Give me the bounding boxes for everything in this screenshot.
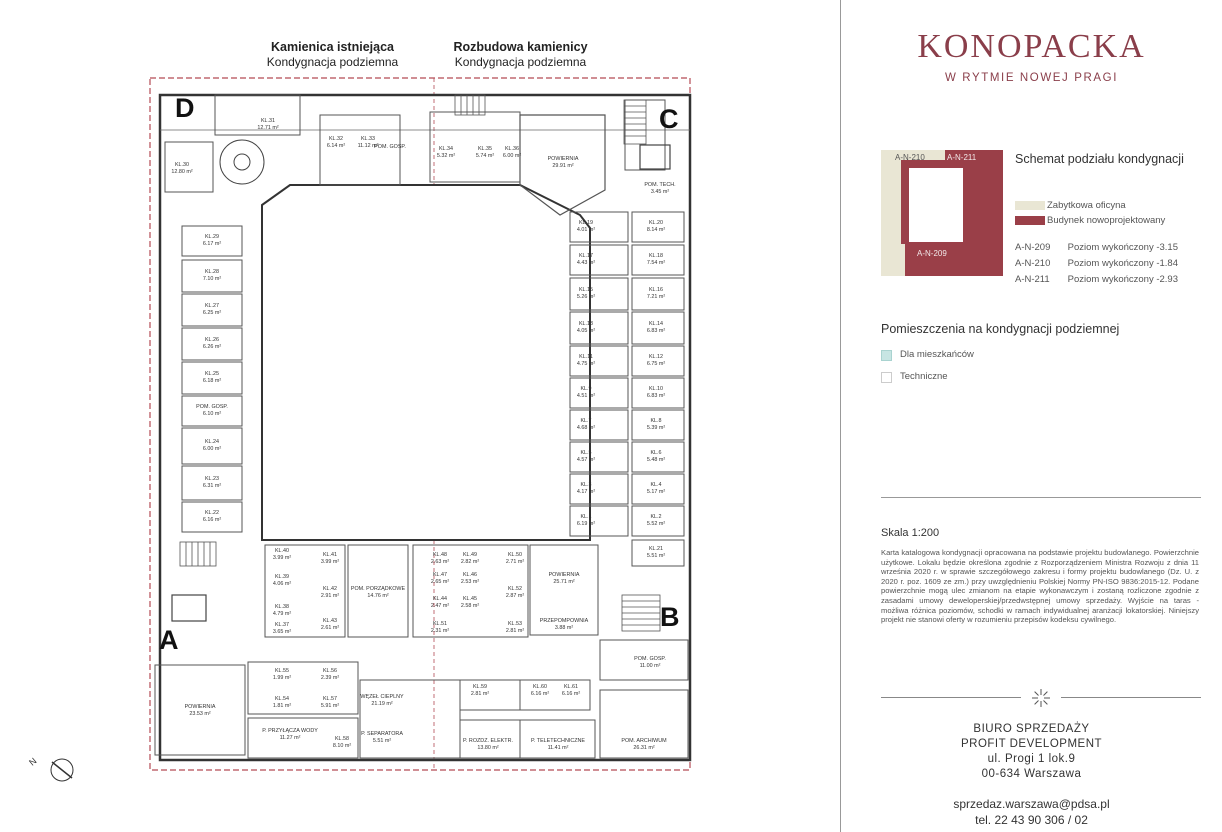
room-area: 5.32 m² bbox=[436, 153, 456, 159]
room-area: 11.00 m² bbox=[639, 663, 661, 669]
room-label bbox=[577, 482, 595, 495]
room-name: KL.42 bbox=[322, 586, 338, 592]
room-label bbox=[647, 321, 665, 334]
room-area: 7.21 m² bbox=[646, 294, 666, 300]
room-name: KL.50 bbox=[507, 552, 523, 558]
room-name: KL.7 bbox=[580, 418, 592, 424]
room-name: KL.39 bbox=[274, 574, 290, 580]
room-name: KL.29 bbox=[204, 234, 220, 240]
header-existing-title: Kamienica istniejąca bbox=[271, 40, 394, 54]
room-name: KL.22 bbox=[204, 510, 220, 516]
room-area: 29.91 m² bbox=[552, 163, 574, 169]
level-code: A-N-209 bbox=[1015, 242, 1051, 253]
room-label bbox=[647, 450, 665, 463]
room-area: 5.39 m² bbox=[646, 425, 666, 431]
room-area: 5.48 m² bbox=[646, 457, 666, 463]
level-text: Poziom wykończony -2.93 bbox=[1067, 274, 1178, 285]
contact-block bbox=[841, 722, 1222, 828]
room-name: P. ROZDZ. ELEKTR. bbox=[463, 738, 513, 744]
legend-residents-label: Dla mieszkańców bbox=[900, 349, 974, 360]
room-name: KL.45 bbox=[462, 596, 478, 602]
room-name: POWIERNIA bbox=[548, 572, 580, 578]
room-area: 4.68 m² bbox=[576, 425, 596, 431]
room-label bbox=[577, 287, 595, 300]
room-area: 5.74 m² bbox=[475, 153, 495, 159]
room-name: KL.10 bbox=[648, 386, 664, 392]
room-label bbox=[463, 738, 513, 751]
contact-office: BIURO SPRZEDAŻY bbox=[973, 723, 1090, 735]
room-area: 5.51 m² bbox=[646, 553, 666, 559]
room-name: KL.24 bbox=[204, 439, 220, 445]
room-label bbox=[351, 586, 406, 599]
room-area: 5.17 m² bbox=[646, 489, 666, 495]
room-area: 2.81 m² bbox=[470, 691, 490, 697]
north-arrow-icon bbox=[27, 756, 73, 781]
room-area: 11.27 m² bbox=[279, 735, 301, 741]
room-name: KL.33 bbox=[360, 136, 376, 142]
room-area: 8.14 m² bbox=[646, 227, 666, 233]
legend-technical-swatch bbox=[881, 372, 892, 383]
room-name: KL.60 bbox=[532, 684, 548, 690]
room-area: 6.16 m² bbox=[202, 517, 222, 523]
schema-title: Schemat podziału kondygnacji bbox=[1015, 152, 1184, 166]
room-label bbox=[203, 476, 221, 489]
room-name: KL.27 bbox=[204, 303, 220, 309]
room-name: KL.15 bbox=[578, 287, 594, 293]
room-name: KL.26 bbox=[204, 337, 220, 343]
room-name: P. TELETECHNICZNE bbox=[530, 738, 586, 744]
room-area: 23.53 m² bbox=[189, 711, 211, 717]
room-name: POM. GOSP. bbox=[196, 404, 228, 410]
room-label bbox=[577, 418, 595, 431]
room-name: POWIERNIA bbox=[547, 156, 579, 162]
room-label bbox=[647, 287, 665, 300]
room-area: 6.16 m² bbox=[530, 691, 550, 697]
corner-marker-c: C bbox=[659, 104, 679, 134]
room-label bbox=[431, 596, 449, 609]
header-extension-subtitle: Kondygnacja podziemna bbox=[454, 55, 587, 69]
room-area: 6.00 m² bbox=[502, 153, 522, 159]
room-area: 25.71 m² bbox=[553, 579, 575, 585]
room-name: KL.14 bbox=[648, 321, 664, 327]
room-area: 6.25 m² bbox=[202, 310, 222, 316]
room-area: 1.81 m² bbox=[272, 703, 292, 709]
room-area: 4.57 m² bbox=[576, 457, 596, 463]
room-label bbox=[577, 321, 595, 334]
room-area: 7.54 m² bbox=[646, 260, 666, 266]
room-label bbox=[185, 704, 216, 717]
level-row-209 bbox=[1015, 242, 1178, 253]
room-area: 11.41 m² bbox=[547, 745, 569, 751]
level-schema-diagram bbox=[881, 150, 1003, 276]
room-area: 2.31 m² bbox=[430, 628, 450, 634]
room-label bbox=[273, 574, 291, 587]
room-label bbox=[273, 604, 291, 617]
schema-tag-210: A-N-210 bbox=[895, 153, 925, 162]
room-name: KL.9 bbox=[580, 386, 592, 392]
room-name: P. SEPARATORA bbox=[361, 731, 403, 737]
corner-marker-b: B bbox=[660, 602, 680, 632]
contact-company: PROFIT DEVELOPMENT bbox=[960, 738, 1103, 750]
rooms-legend-title: Pomieszczenia na kondygnacji podziemnej bbox=[881, 322, 1120, 336]
room-area: 2.47 m² bbox=[430, 603, 450, 609]
room-label bbox=[321, 668, 339, 681]
room-label bbox=[461, 572, 479, 585]
room-label bbox=[321, 696, 339, 709]
room-name: KL.55 bbox=[274, 668, 290, 674]
room-area: 6.17 m² bbox=[202, 241, 222, 247]
room-label bbox=[273, 548, 291, 561]
room-area: 8.10 m² bbox=[332, 743, 352, 749]
room-area: 2.81 m² bbox=[505, 628, 525, 634]
room-area: 3.99 m² bbox=[272, 555, 292, 561]
room-name: KL.30 bbox=[174, 162, 190, 168]
room-area: 11.12 m² bbox=[357, 143, 379, 149]
room-label bbox=[562, 684, 580, 697]
sun-icon bbox=[1031, 688, 1051, 708]
room-area: 6.83 m² bbox=[646, 393, 666, 399]
legend-historic-label: Zabytkowa oficyna bbox=[1047, 200, 1126, 211]
room-name: KL.25 bbox=[204, 371, 220, 377]
room-name: KL.49 bbox=[462, 552, 478, 558]
room-name: POWIERNIA bbox=[184, 704, 216, 710]
room-name: PRZEPOMPOWNIA bbox=[539, 618, 589, 624]
room-label bbox=[506, 552, 524, 565]
room-name: KL.51 bbox=[432, 621, 448, 627]
legend-new-building-label: Budynek nowoprojektowany bbox=[1047, 215, 1166, 226]
room-area: 2.63 m² bbox=[430, 559, 450, 565]
room-label bbox=[577, 514, 595, 527]
room-name: WĘZEŁ CIEPLNY bbox=[360, 694, 404, 700]
level-code: A-N-211 bbox=[1015, 274, 1050, 285]
room-label bbox=[262, 728, 318, 741]
room-area: 4.01 m² bbox=[576, 227, 596, 233]
room-label bbox=[548, 156, 579, 169]
room-area: 6.10 m² bbox=[202, 411, 222, 417]
room-name: KL.56 bbox=[322, 668, 338, 674]
ornament-divider bbox=[881, 688, 1201, 708]
room-label bbox=[203, 303, 221, 316]
room-label bbox=[273, 668, 291, 681]
room-area: 2.71 m² bbox=[505, 559, 525, 565]
room-name: KL.6 bbox=[650, 450, 662, 456]
room-area: 5.91 m² bbox=[320, 703, 340, 709]
room-name: KL.28 bbox=[204, 269, 220, 275]
room-label bbox=[360, 694, 404, 707]
room-name: KL.40 bbox=[274, 548, 290, 554]
room-name: KL.2 bbox=[650, 514, 662, 520]
contact-city: 00-634 Warszawa bbox=[981, 768, 1082, 780]
room-name: KL.57 bbox=[322, 696, 338, 702]
room-name: P. PRZYŁĄCZA WODY bbox=[262, 728, 318, 734]
room-area: 4.06 m² bbox=[272, 581, 292, 587]
room-name: POM. GOSP. bbox=[634, 656, 666, 662]
room-label bbox=[531, 684, 549, 697]
room-name: KL.37 bbox=[274, 622, 290, 628]
room-area: 6.14 m² bbox=[326, 143, 346, 149]
svg-text:N: N bbox=[27, 755, 39, 768]
room-area: 2.65 m² bbox=[430, 579, 450, 585]
room-label bbox=[647, 386, 665, 399]
room-area: 6.18 m² bbox=[202, 378, 222, 384]
room-label bbox=[203, 269, 221, 282]
room-label bbox=[506, 586, 524, 599]
room-label bbox=[257, 118, 278, 131]
room-name: KL.53 bbox=[507, 621, 523, 627]
room-name: KL.35 bbox=[477, 146, 493, 152]
room-area: 6.19 m² bbox=[576, 521, 596, 527]
room-name: KL.17 bbox=[578, 253, 594, 259]
room-name: KL.11 bbox=[579, 354, 593, 360]
room-name: POM. PORZĄDKOWE bbox=[350, 586, 406, 592]
contact-street: ul. Progi 1 lok.9 bbox=[987, 753, 1076, 765]
legend-new-building-swatch bbox=[1015, 216, 1045, 225]
room-area: 6.75 m² bbox=[646, 361, 666, 367]
header-extension-title: Rozbudowa kamienicy bbox=[453, 40, 588, 54]
room-name: POM. TECH. bbox=[644, 182, 676, 188]
room-name: KL.38 bbox=[274, 604, 290, 610]
room-area: 13.80 m² bbox=[477, 745, 499, 751]
room-area: 4.75 m² bbox=[576, 361, 596, 367]
room-area: 6.83 m² bbox=[646, 328, 666, 334]
room-name: KL.61 bbox=[563, 684, 579, 690]
room-name: KL.44 bbox=[432, 596, 448, 602]
room-name: KL.31 bbox=[260, 118, 276, 124]
room-label bbox=[361, 731, 403, 744]
room-label bbox=[431, 572, 449, 585]
room-label bbox=[577, 220, 595, 233]
room-name: KL.34 bbox=[438, 146, 454, 152]
room-label bbox=[577, 386, 595, 399]
room-area: 2.61 m² bbox=[320, 625, 340, 631]
room-area: 2.53 m² bbox=[460, 579, 480, 585]
brand-subtitle: W RYTMIE NOWEJ PRAGI bbox=[945, 72, 1118, 84]
divider-line bbox=[881, 497, 1201, 498]
corner-marker-a: A bbox=[159, 625, 179, 655]
brand-title: KONOPACKA bbox=[917, 28, 1146, 65]
room-label bbox=[647, 482, 665, 495]
level-row-210 bbox=[1015, 258, 1178, 269]
room-name: KL.32 bbox=[328, 136, 344, 142]
room-name: KL.16 bbox=[648, 287, 664, 293]
room-area: 12.71 m² bbox=[257, 125, 279, 131]
room-name: KL.23 bbox=[204, 476, 220, 482]
room-label bbox=[577, 450, 595, 463]
room-area: 4.51 m² bbox=[576, 393, 596, 399]
room-name: KL.21 bbox=[648, 546, 664, 552]
room-label bbox=[203, 439, 221, 452]
schema-tag-209: A-N-209 bbox=[917, 249, 947, 258]
room-name: KL.18 bbox=[648, 253, 664, 259]
room-area: 4.43 m² bbox=[576, 260, 596, 266]
room-name: POM. ARCHIWUM bbox=[621, 738, 667, 744]
room-label bbox=[540, 618, 589, 631]
room-area: 6.26 m² bbox=[202, 344, 222, 350]
room-label bbox=[431, 552, 449, 565]
room-area: 3.45 m² bbox=[650, 189, 670, 195]
room-name: KL.4 bbox=[650, 482, 662, 488]
room-name: POM. GOSP. bbox=[374, 144, 406, 150]
room-label bbox=[374, 144, 406, 150]
room-label bbox=[476, 146, 494, 159]
room-label bbox=[196, 404, 228, 417]
legend-technical-label: Techniczne bbox=[900, 371, 948, 382]
room-label bbox=[577, 354, 595, 367]
level-text: Poziom wykończony -1.84 bbox=[1067, 258, 1178, 269]
room-label bbox=[621, 738, 667, 751]
room-label bbox=[647, 418, 665, 431]
room-label bbox=[503, 146, 521, 159]
room-area: 14.76 m² bbox=[367, 593, 389, 599]
room-name: KL.43 bbox=[322, 618, 338, 624]
room-area: 6.31 m² bbox=[202, 483, 222, 489]
level-code: A-N-210 bbox=[1015, 258, 1051, 269]
room-label bbox=[171, 162, 192, 175]
room-area: 6.16 m² bbox=[561, 691, 581, 697]
level-row-211 bbox=[1015, 274, 1178, 285]
room-area: 21.19 m² bbox=[371, 701, 393, 707]
room-name: KL.52 bbox=[507, 586, 523, 592]
legend-historic-swatch bbox=[1015, 201, 1045, 210]
room-name: KL.20 bbox=[648, 220, 664, 226]
contact-phone[interactable]: tel. 22 43 90 306 / 02 bbox=[975, 813, 1088, 827]
schema-tag-211: A-N-211 bbox=[947, 153, 977, 162]
ornament-line-right bbox=[1061, 697, 1201, 698]
room-label bbox=[203, 337, 221, 350]
room-label bbox=[461, 596, 479, 609]
room-label bbox=[437, 146, 455, 159]
ornament-line-left bbox=[881, 697, 1021, 698]
room-name: KL.19 bbox=[578, 220, 594, 226]
room-label bbox=[549, 572, 580, 585]
room-label bbox=[647, 546, 665, 559]
disclaimer-text: Karta katalogowa kondygnacji opracowana na podstawie projektu budowlanego. Powierzchnie użytkowe. Lokalu będzie określona zgodnie z Rozporządzeniem Ministra Rozwoju z dnia 11 września 2020 r. w sprawie szczegółowego zakresu i formy projektu budowlanego (Dz. U. z 2020 r. poz. 1609 ze zm.) przy uwzględnieniu Polskiej Normy PN-ISO 9836:2015-12. Podane powierzchnie mogą ulec zmianom na etapie wykonawczym i zostaną rozliczone zgodnie z zasadami umowy deweloperskiej/przedwstępnej umowy sprzedaży. Wyjście na taras - możliwa różnica poziomów, schodki w ramach indywidualnej aranżacji lokatorskiej. Niniejszy projekt nie stanowi oferty w rozumieniu przepisów kodeksu cywilnego. bbox=[881, 548, 1199, 625]
room-name: KL.3 bbox=[580, 482, 592, 488]
room-name: KL.48 bbox=[432, 552, 448, 558]
room-name: KL.47 bbox=[432, 572, 448, 578]
room-label bbox=[273, 696, 291, 709]
level-text: Poziom wykończony -3.15 bbox=[1067, 242, 1178, 253]
contact-email[interactable]: sprzedaz.warszawa@pdsa.pl bbox=[953, 797, 1110, 811]
header-existing-subtitle: Kondygnacja podziemna bbox=[266, 55, 399, 69]
room-name: KL.36 bbox=[504, 146, 520, 152]
room-area: 4.05 m² bbox=[576, 328, 596, 334]
room-area: 2.82 m² bbox=[460, 559, 480, 565]
room-label bbox=[321, 618, 339, 631]
room-name: KL.58 bbox=[334, 736, 350, 742]
room-name: KL.1 bbox=[580, 514, 592, 520]
room-area: 3.88 m² bbox=[554, 625, 574, 631]
room-label bbox=[531, 738, 585, 751]
room-area: 5.51 m² bbox=[372, 738, 392, 744]
header-existing bbox=[240, 40, 425, 70]
room-area: 26.31 m² bbox=[633, 745, 655, 751]
room-area: 4.17 m² bbox=[576, 489, 596, 495]
info-panel bbox=[841, 0, 1222, 832]
room-area: 2.91 m² bbox=[320, 593, 340, 599]
room-area: 5.26 m² bbox=[576, 294, 596, 300]
room-area: 3.65 m² bbox=[272, 629, 292, 635]
room-name: KL.54 bbox=[274, 696, 290, 702]
room-area: 2.87 m² bbox=[505, 593, 525, 599]
room-label bbox=[203, 234, 221, 247]
room-area: 7.10 m² bbox=[202, 276, 222, 282]
room-name: KL.12 bbox=[648, 354, 664, 360]
room-area: 3.99 m² bbox=[320, 559, 340, 565]
room-label bbox=[203, 510, 221, 523]
room-label bbox=[577, 253, 595, 266]
room-label bbox=[647, 514, 665, 527]
room-name: KL.8 bbox=[650, 418, 662, 424]
room-label bbox=[471, 684, 489, 697]
room-area: 6.00 m² bbox=[202, 446, 222, 452]
room-area: 2.39 m² bbox=[320, 675, 340, 681]
room-label bbox=[327, 136, 345, 149]
room-label bbox=[506, 621, 524, 634]
room-label bbox=[321, 552, 339, 565]
room-name: KL.41 bbox=[322, 552, 338, 558]
room-area: 12.80 m² bbox=[171, 169, 193, 175]
room-label bbox=[321, 586, 339, 599]
room-label bbox=[647, 253, 665, 266]
scale-label: Skala 1:200 bbox=[881, 527, 940, 539]
room-label bbox=[461, 552, 479, 565]
room-label bbox=[431, 621, 449, 634]
header-extension bbox=[428, 40, 613, 70]
room-name: KL.13 bbox=[578, 321, 594, 327]
corner-marker-d: D bbox=[175, 93, 195, 123]
room-label bbox=[273, 622, 291, 635]
room-label bbox=[203, 371, 221, 384]
room-label bbox=[634, 656, 666, 669]
legend-residents-swatch bbox=[881, 350, 892, 361]
room-name: KL.46 bbox=[462, 572, 478, 578]
room-label bbox=[647, 354, 665, 367]
room-area: 4.79 m² bbox=[272, 611, 292, 617]
room-label bbox=[647, 220, 665, 233]
room-label bbox=[333, 736, 351, 749]
room-area: 1.99 m² bbox=[272, 675, 292, 681]
room-name: KL.59 bbox=[472, 684, 488, 690]
room-label bbox=[644, 182, 675, 195]
room-area: 2.58 m² bbox=[460, 603, 480, 609]
room-name: KL.5 bbox=[580, 450, 592, 456]
room-area: 5.52 m² bbox=[646, 521, 666, 527]
